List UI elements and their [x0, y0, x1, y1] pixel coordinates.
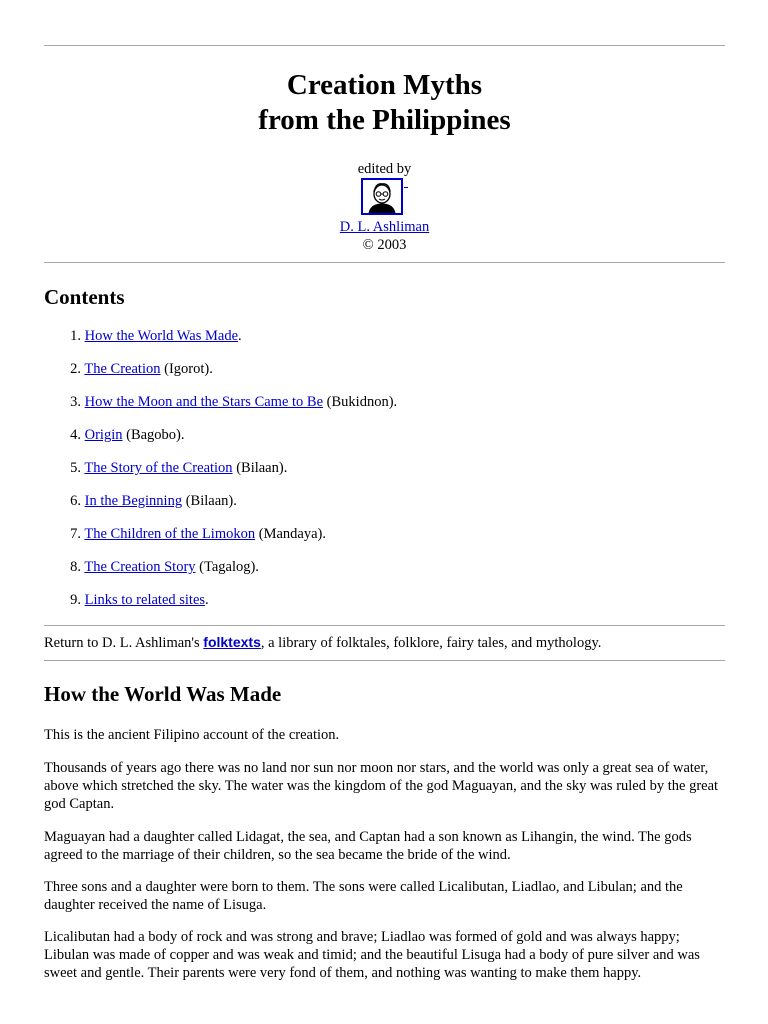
item-suffix: (Bukidnon).	[323, 394, 398, 410]
section-divider	[44, 660, 725, 661]
contents-link[interactable]: How the Moon and the Stars Came to Be	[84, 394, 324, 410]
paragraph: Maguayan had a daughter called Lidagat, the sea, and Captan had a son known as Lihangin, the wind. The gods agreed to the marriage of their children, so the sea became the bride of the wind.	[44, 829, 692, 863]
top-divider	[44, 45, 725, 46]
item-number: 4.	[70, 427, 81, 443]
contents-item	[44, 591, 397, 624]
editor-line	[44, 218, 725, 236]
contents-link[interactable]: The Creation Story	[84, 559, 196, 575]
contents-link[interactable]: The Creation	[84, 361, 161, 377]
return-prefix: Return to D. L. Ashliman's	[44, 635, 204, 651]
contents-item	[44, 492, 397, 525]
contents-link[interactable]: Links to related sites	[84, 592, 206, 608]
contents-link[interactable]: The Children of the Limokon	[84, 526, 256, 542]
contents-item	[44, 360, 397, 393]
item-number: 2.	[70, 361, 81, 377]
item-number: 9.	[70, 592, 81, 608]
item-suffix: (Bilaan).	[182, 493, 237, 509]
contents-link[interactable]: In the Beginning	[84, 493, 183, 509]
contents-item	[44, 426, 397, 459]
paragraph: Thousands of years ago there was no land nor sun nor moon nor stars, and the world was only a great sea of water, above which stretched the sky. The water was the kingdom of the god Maguayan, and the sky was ruled by the great god Captan.	[44, 760, 719, 812]
portrait-image	[363, 180, 401, 213]
item-suffix: (Bagobo).	[122, 427, 185, 443]
contents-item	[44, 525, 397, 558]
contents-list	[44, 327, 397, 624]
edited-by-label: edited by	[357, 161, 412, 177]
title-line-1: Creation Myths	[286, 69, 483, 101]
item-number: 8.	[70, 559, 81, 575]
title-line-2: from the Philippines	[258, 104, 511, 136]
copyright: © 2003	[362, 237, 407, 253]
portrait-link-underline	[404, 187, 408, 188]
contents-heading: Contents	[44, 285, 125, 309]
item-number: 6.	[70, 493, 81, 509]
item-suffix: .	[205, 592, 209, 608]
item-suffix: (Bilaan).	[232, 460, 288, 476]
section-heading: How the World Was Made	[44, 682, 282, 706]
contents-link[interactable]: The Story of the Creation	[84, 460, 233, 476]
page-title	[44, 68, 725, 138]
editor-portrait-link[interactable]	[361, 178, 403, 215]
item-number: 3.	[70, 394, 81, 410]
contents-link[interactable]: How the World Was Made	[84, 328, 239, 344]
paragraph: Licalibutan had a body of rock and was strong and brave; Liadlao was formed of gold and was always happy; Libulan was made of copper and was weak and timid; and the beautiful Lisuga had a body of pure silver and was sweet and gentle. Their parents were very fond of them, and nothing was wanting to make them happy.	[44, 929, 700, 981]
return-suffix: , a library of folktales, folklore, fairy tales, and mythology.	[260, 635, 602, 651]
contents-item	[44, 459, 397, 492]
item-suffix: (Igorot).	[160, 361, 213, 377]
return-line	[44, 633, 601, 652]
paragraph: This is the ancient Filipino account of the creation.	[44, 727, 340, 743]
item-number: 1.	[70, 328, 81, 344]
contents-item	[44, 393, 397, 426]
header-divider	[44, 262, 725, 263]
paragraph: Three sons and a daughter were born to them. The sons were called Licalibutan, Liadlao, and Libulan; and the daughter received the name of Lisuga.	[44, 879, 683, 913]
item-suffix: (Tagalog).	[195, 559, 259, 575]
contents-item	[44, 558, 397, 591]
item-number: 7.	[70, 526, 81, 542]
editor-link[interactable]: D. L. Ashliman	[339, 219, 430, 235]
contents-divider	[44, 625, 725, 626]
item-number: 5.	[70, 460, 81, 476]
item-suffix: .	[238, 328, 242, 344]
item-suffix: (Mandaya).	[255, 526, 326, 542]
folktexts-link[interactable]: folktexts	[203, 634, 261, 650]
contents-item	[44, 327, 397, 360]
contents-link[interactable]: Origin	[84, 427, 123, 443]
